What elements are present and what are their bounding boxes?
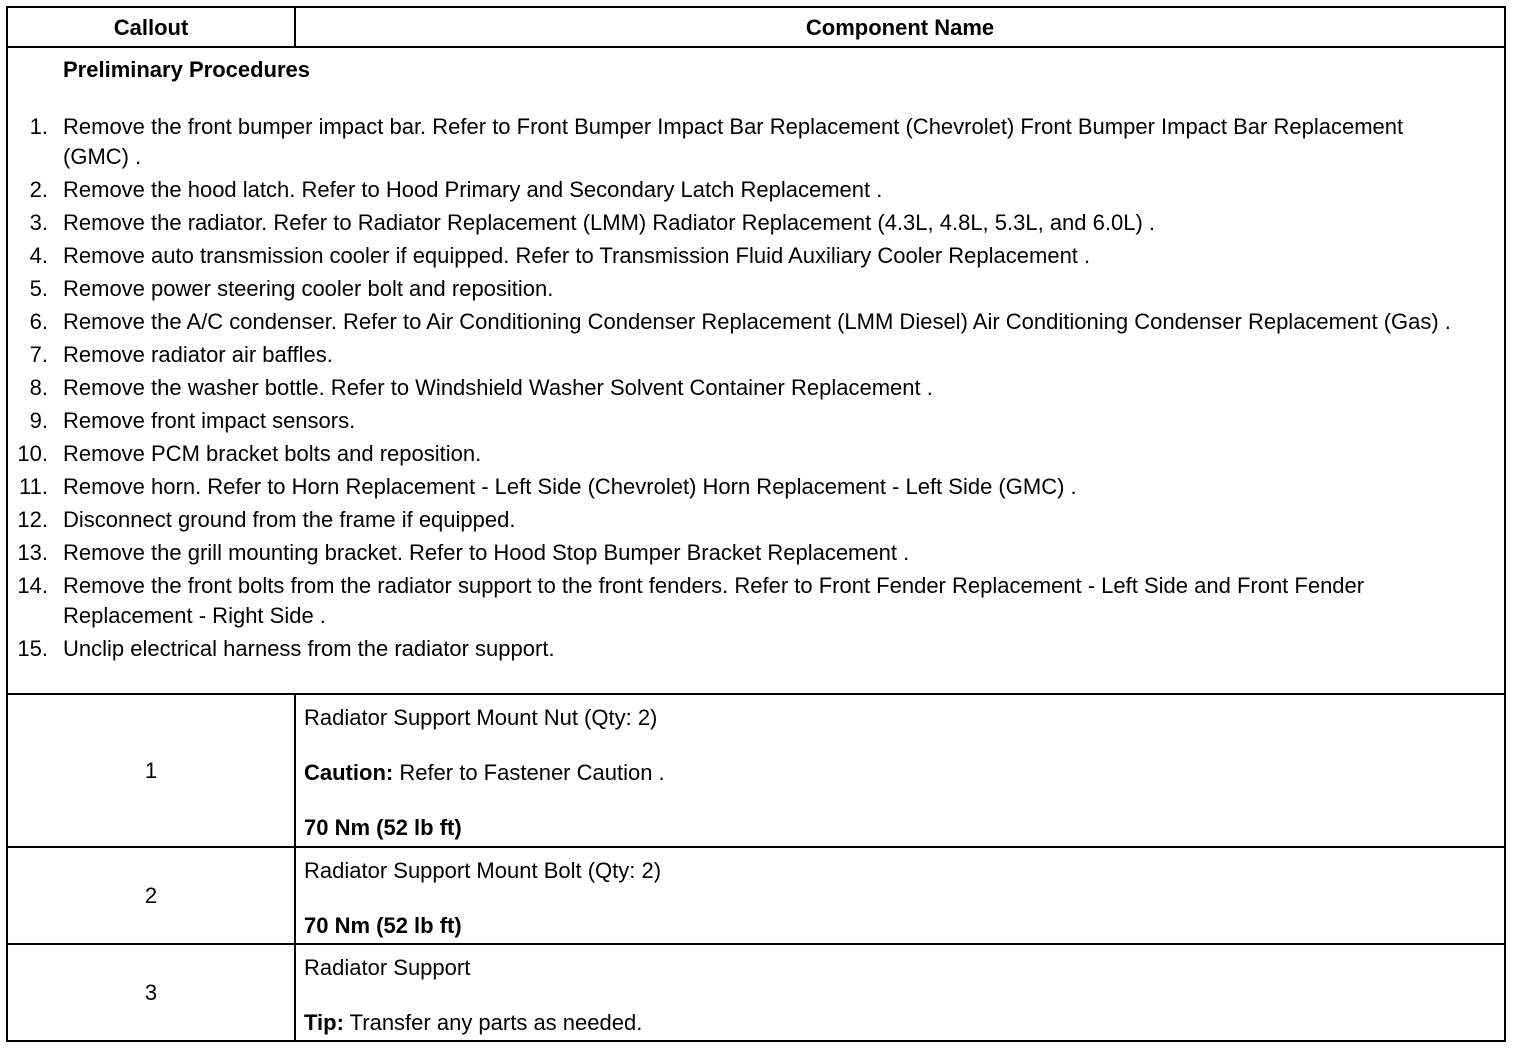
preliminary-steps-list (8, 112, 1504, 667)
preliminary-procedures-section (8, 48, 1504, 695)
step-number: 5. (29, 276, 48, 301)
list-item (8, 241, 1504, 271)
step-text: Remove the washer bottle. Refer to Windshield Washer Solvent Container Replacement . (63, 375, 933, 400)
step-text: Remove the radiator. Refer to Radiator Replacement (LMM) Radiator Replacement (4.3L, 4.8L, 5.3L, and 6.0L) . (63, 210, 1156, 235)
step-number: 6. (29, 309, 48, 334)
component-name: Radiator Support (304, 955, 471, 980)
table-row (8, 945, 1504, 1040)
step-text: Remove horn. Refer to Horn Replacement - Left Side (Chevrolet) Horn Replacement - Left Side (GMC) . (63, 474, 1077, 499)
caution-note (304, 758, 1494, 788)
list-item (8, 307, 1504, 337)
step-number: 10. (17, 441, 48, 466)
callout-number: 2 (8, 848, 296, 943)
callout-number: 1 (8, 695, 296, 846)
list-item (8, 340, 1504, 370)
component-name-column-header: Component Name (296, 8, 1504, 48)
component-cell (304, 703, 1494, 843)
table-row (8, 695, 1504, 848)
callout-number: 3 (8, 945, 296, 1040)
step-text: Remove PCM bracket bolts and reposition. (63, 441, 482, 466)
step-number: 12. (17, 507, 48, 532)
tip-note (304, 1008, 1494, 1038)
list-item (8, 175, 1504, 205)
list-item (8, 406, 1504, 436)
tip-text: Transfer any parts as needed. (343, 1010, 643, 1035)
preliminary-procedures-title: Preliminary Procedures (63, 57, 311, 82)
step-number: 7. (29, 342, 48, 367)
list-item (8, 112, 1504, 172)
step-text: Remove the hood latch. Refer to Hood Primary and Secondary Latch Replacement . (63, 177, 883, 202)
step-number: 15. (17, 636, 48, 661)
list-item (8, 373, 1504, 403)
torque-spec: 70 Nm (52 lb ft) (304, 913, 462, 938)
list-item (8, 208, 1504, 238)
step-number: 2. (29, 177, 48, 202)
step-text: Unclip electrical harness from the radiator support. (63, 636, 555, 661)
step-text: Remove power steering cooler bolt and reposition. (63, 276, 554, 301)
step-number: 3. (29, 210, 48, 235)
component-name: Radiator Support Mount Nut (Qty: 2) (304, 705, 658, 730)
step-text: Disconnect ground from the frame if equipped. (63, 507, 516, 532)
tip-label: Tip: (304, 1010, 344, 1035)
list-item (8, 571, 1504, 631)
step-text: Remove front impact sensors. (63, 408, 356, 433)
step-number: 11. (19, 474, 48, 499)
caution-label: Caution: (304, 760, 394, 785)
component-name: Radiator Support Mount Bolt (Qty: 2) (304, 858, 662, 883)
component-cell (304, 953, 1494, 1038)
list-item (8, 439, 1504, 469)
step-text: Remove the front bumper impact bar. Refer to Front Bumper Impact Bar Replacement (Chevrolet) Front Bumper Impact Bar Replacement (GMC) . (63, 114, 1404, 169)
list-item (8, 472, 1504, 502)
caution-text: Refer to Fastener Caution . (393, 760, 665, 785)
step-number: 4. (29, 243, 48, 268)
component-cell (304, 856, 1494, 941)
callout-column-header: Callout (8, 8, 296, 48)
step-text: Remove radiator air baffles. (63, 342, 333, 367)
step-number: 9. (29, 408, 48, 433)
step-number: 8. (29, 375, 48, 400)
list-item (8, 505, 1504, 535)
procedure-table (6, 6, 1506, 1042)
list-item (8, 538, 1504, 568)
step-number: 13. (17, 540, 48, 565)
step-text: Remove the A/C condenser. Refer to Air Conditioning Condenser Replacement (LMM Diesel) Air Conditioning Condenser Replacement (Gas) . (63, 309, 1451, 334)
step-number: 1. (29, 114, 48, 139)
step-text: Remove the grill mounting bracket. Refer to Hood Stop Bumper Bracket Replacement . (63, 540, 910, 565)
list-item (8, 634, 1504, 664)
step-number: 14. (17, 573, 48, 598)
list-item (8, 274, 1504, 304)
step-text: Remove auto transmission cooler if equipped. Refer to Transmission Fluid Auxiliary Cooler Replacement . (63, 243, 1091, 268)
torque-spec: 70 Nm (52 lb ft) (304, 815, 462, 840)
step-text: Remove the front bolts from the radiator support to the front fenders. Refer to Front Fender Replacement - Left Side and Front Fender Replacement - Right Side . (63, 573, 1365, 628)
table-row (8, 848, 1504, 945)
